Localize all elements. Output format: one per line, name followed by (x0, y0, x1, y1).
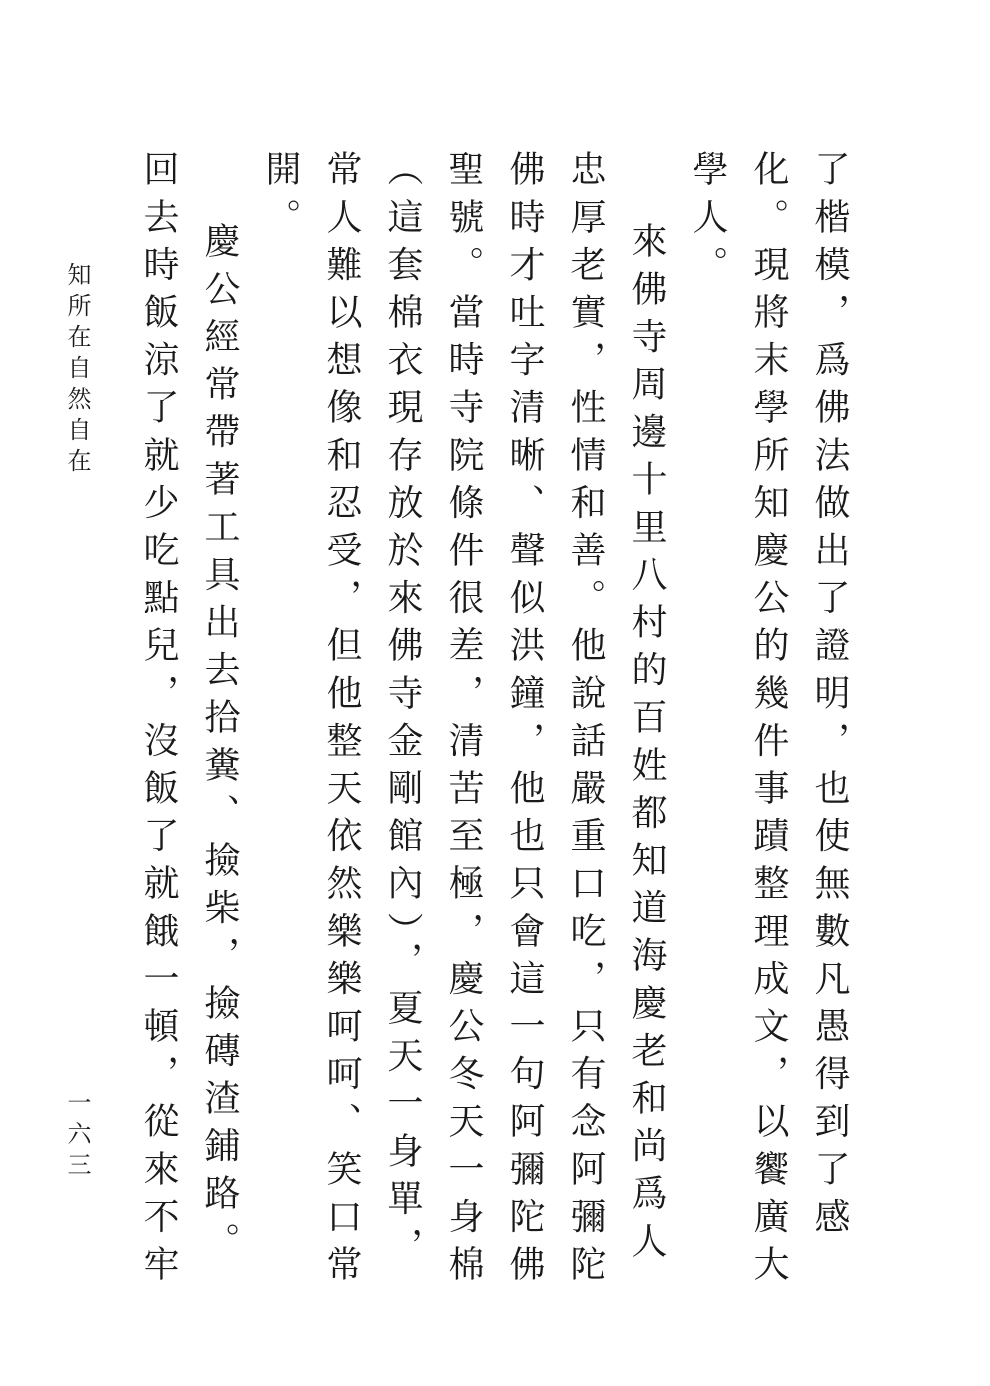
running-title: 知所在自然自在 (63, 262, 91, 479)
paragraph-1: 了楷模，爲佛法做出了證明，也使無數凡愚得到了感化。現將末學所知慶公的幾件事蹟整理成文，以饗廣大學人。 (687, 150, 850, 1293)
body-text (120, 150, 860, 1300)
paragraph-2: 來佛寺周邊十里八村的百姓都知道海慶老和尚爲人忠厚老實，性情和善。他說話嚴重口吃，只有念阿彌陀佛時才吐字清晰、聲似洪鐘，他也只會這一句阿彌陀佛聖號。當時寺院條件很差，清苦至極，慶公冬天一身棉（這套棉衣現存放於來佛寺金剛館內），夏天一身單，常人難以想像和忍受，但他整天依然樂樂呵呵、笑口常開。 (260, 150, 667, 1293)
paragraph-3: 慶公經常帶著工具出去拾糞、撿柴，撿磚渣鋪路。回去時飯涼了就少吃點兒，沒飯了就餓一頓，從來不牢 (138, 150, 240, 1293)
page-number: 一六三 (63, 1090, 91, 1183)
